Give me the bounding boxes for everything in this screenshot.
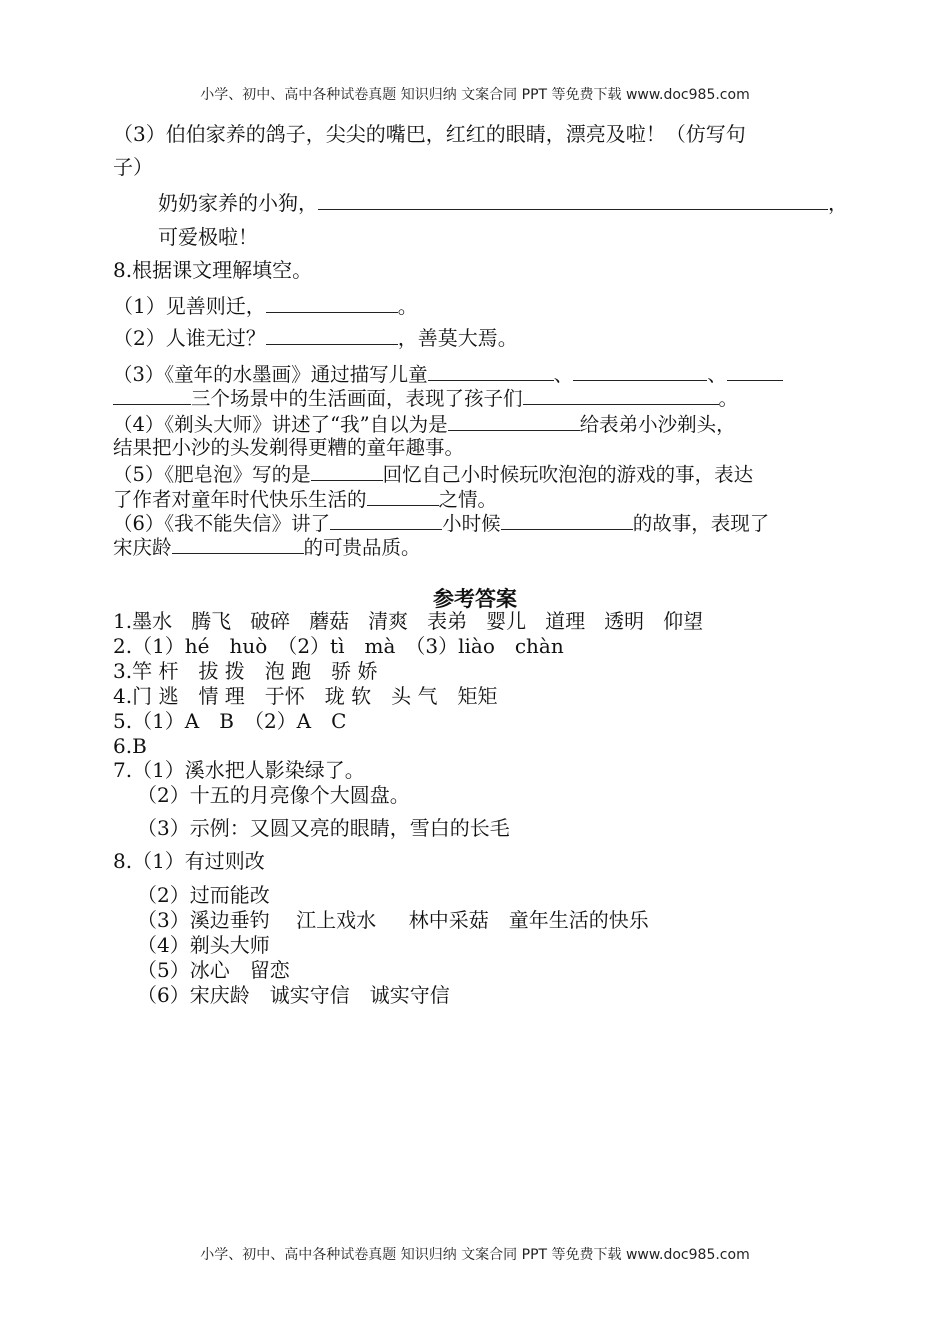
answer-8-6: （6）宋庆龄 诚实守信 诚实守信 [137,983,450,1007]
answer-1-label: 1. [113,609,133,633]
q8-6-text2: 小时候 [442,512,501,535]
answer-blank[interactable] [330,509,442,530]
q7-3-fill-line [158,189,852,216]
answer-1-word: 道理 [545,609,586,633]
q7-3-line2: 子） [113,155,153,179]
q8-2-text: （2）人谁无过？ [113,326,266,350]
q8-item-6-line2 [113,533,852,561]
q7-3-fill-prefix: 奶奶家养的小狗， [158,191,318,215]
q8-6-end: 的可贵品质。 [303,536,421,559]
q8-3-sep2: 、 [707,363,727,386]
q8-6-text: （6）《我不能失信》讲了 [113,512,331,535]
answer-1-word: 仰望 [663,609,704,633]
q8-3-text2: 三个场景中的生活画面，表现了孩子们 [191,387,523,410]
answer-6: 6.B [113,734,147,758]
answer-8-3: （3）溪边垂钓 江上戏水 林中采菇 童年生活的快乐 [137,908,649,932]
q8-title: 8.根据课文理解填空。 [113,258,313,282]
answer-8-1: 8.（1）有过则改 [113,849,265,873]
answer-blank[interactable] [523,384,719,405]
q8-1-text: （1）见善则迁， [113,294,266,318]
q7-3-line4: 可爱极啦！ [158,225,258,249]
answer-1-word: 蘑菇 [309,609,350,633]
answer-3: 3.竿 杆 拔 拨 泡 跑 骄 娇 [113,659,378,683]
answer-1-word: 墨水 [132,609,173,633]
q8-item-3-line2 [113,384,852,412]
q8-3-end: 。 [718,387,739,410]
page-header: 小学、初中、高中各种试卷真题 知识归纳 文案合同 PPT 等免费下载 www.doc985.com [200,87,750,103]
answer-blank[interactable] [266,292,398,313]
answer-5: 5.（1）A B （2）A C [113,709,347,733]
q8-5-text2: 回忆自己小时候玩吹泡泡的游戏的事，表达 [382,463,754,486]
q8-5-text: （5）《肥皂泡》写的是 [113,463,311,486]
q8-item-5-line1 [113,460,852,488]
answer-1-word: 表弟 [427,609,468,633]
answer-blank[interactable] [172,533,304,554]
q8-6-text4: 宋庆龄 [113,536,172,559]
answer-2: 2.（1）hé huò （2）tì mà （3）liào chàn [113,634,564,658]
answer-8-4: （4）剃头大师 [137,933,270,957]
answer-blank[interactable] [266,324,398,345]
answer-blank[interactable] [318,189,828,210]
q8-3-sep1: 、 [553,363,574,386]
q8-item-1 [113,292,852,319]
answer-1-word: 透明 [604,609,645,633]
answer-1-word: 腾飞 [191,609,232,633]
q8-item-2 [113,324,852,351]
answer-4: 4.门 逃 情 理 于怀 珑 软 头 气 矩矩 [113,684,498,708]
answers-title: 参考答案 [433,586,517,611]
q8-1-end: 。 [397,294,418,318]
q8-6-text3: 的故事，表现了 [632,512,770,535]
q7-3-line1: （3）伯伯家养的鸽子，尖尖的嘴巴，红红的眼睛，漂亮及啦！（仿写句 [113,122,746,146]
q8-5-text3: 了作者对童年时代快乐生活的 [113,488,367,511]
answer-8-2: （2）过而能改 [137,883,270,907]
q8-3-text: （3）《童年的水墨画》通过描写儿童 [113,363,428,386]
answer-blank[interactable] [501,509,633,530]
q8-4-text2: 给表弟小沙剃头， [579,413,736,436]
answer-blank[interactable] [573,360,707,381]
answer-blank[interactable] [448,410,580,431]
answer-7-3: （3）示例：又圆又亮的眼睛，雪白的长毛 [137,816,510,840]
q8-item-4-line2: 结果把小沙的头发剃得更糟的童年趣事。 [113,436,465,459]
answer-blank[interactable] [311,460,383,481]
answer-1-word: 清爽 [368,609,409,633]
answer-blank[interactable] [727,360,783,381]
answer-7-2: （2）十五的月亮像个大圆盘。 [137,783,410,807]
q8-2-end: ，善莫大焉。 [397,326,518,350]
answer-1-word: 婴儿 [486,609,527,633]
q7-3-fill-suffix: ， [828,191,848,215]
q8-item-4-line1 [113,410,852,438]
answer-blank[interactable] [367,485,439,506]
answer-1 [113,608,722,634]
answer-7-1: 7.（1）溪水把人影染绿了。 [113,758,365,782]
answer-8-5: （5）冰心 留恋 [137,958,290,982]
page-footer: 小学、初中、高中各种试卷真题 知识归纳 文案合同 PPT 等免费下载 www.doc985.com [200,1247,750,1263]
q8-5-end: 之情。 [438,488,498,511]
answer-blank[interactable] [113,384,191,405]
q8-4-text: （4）《剃头大师》讲述了“我”自以为是 [113,413,448,436]
answer-blank[interactable] [428,360,554,381]
answer-1-word: 破碎 [250,609,291,633]
